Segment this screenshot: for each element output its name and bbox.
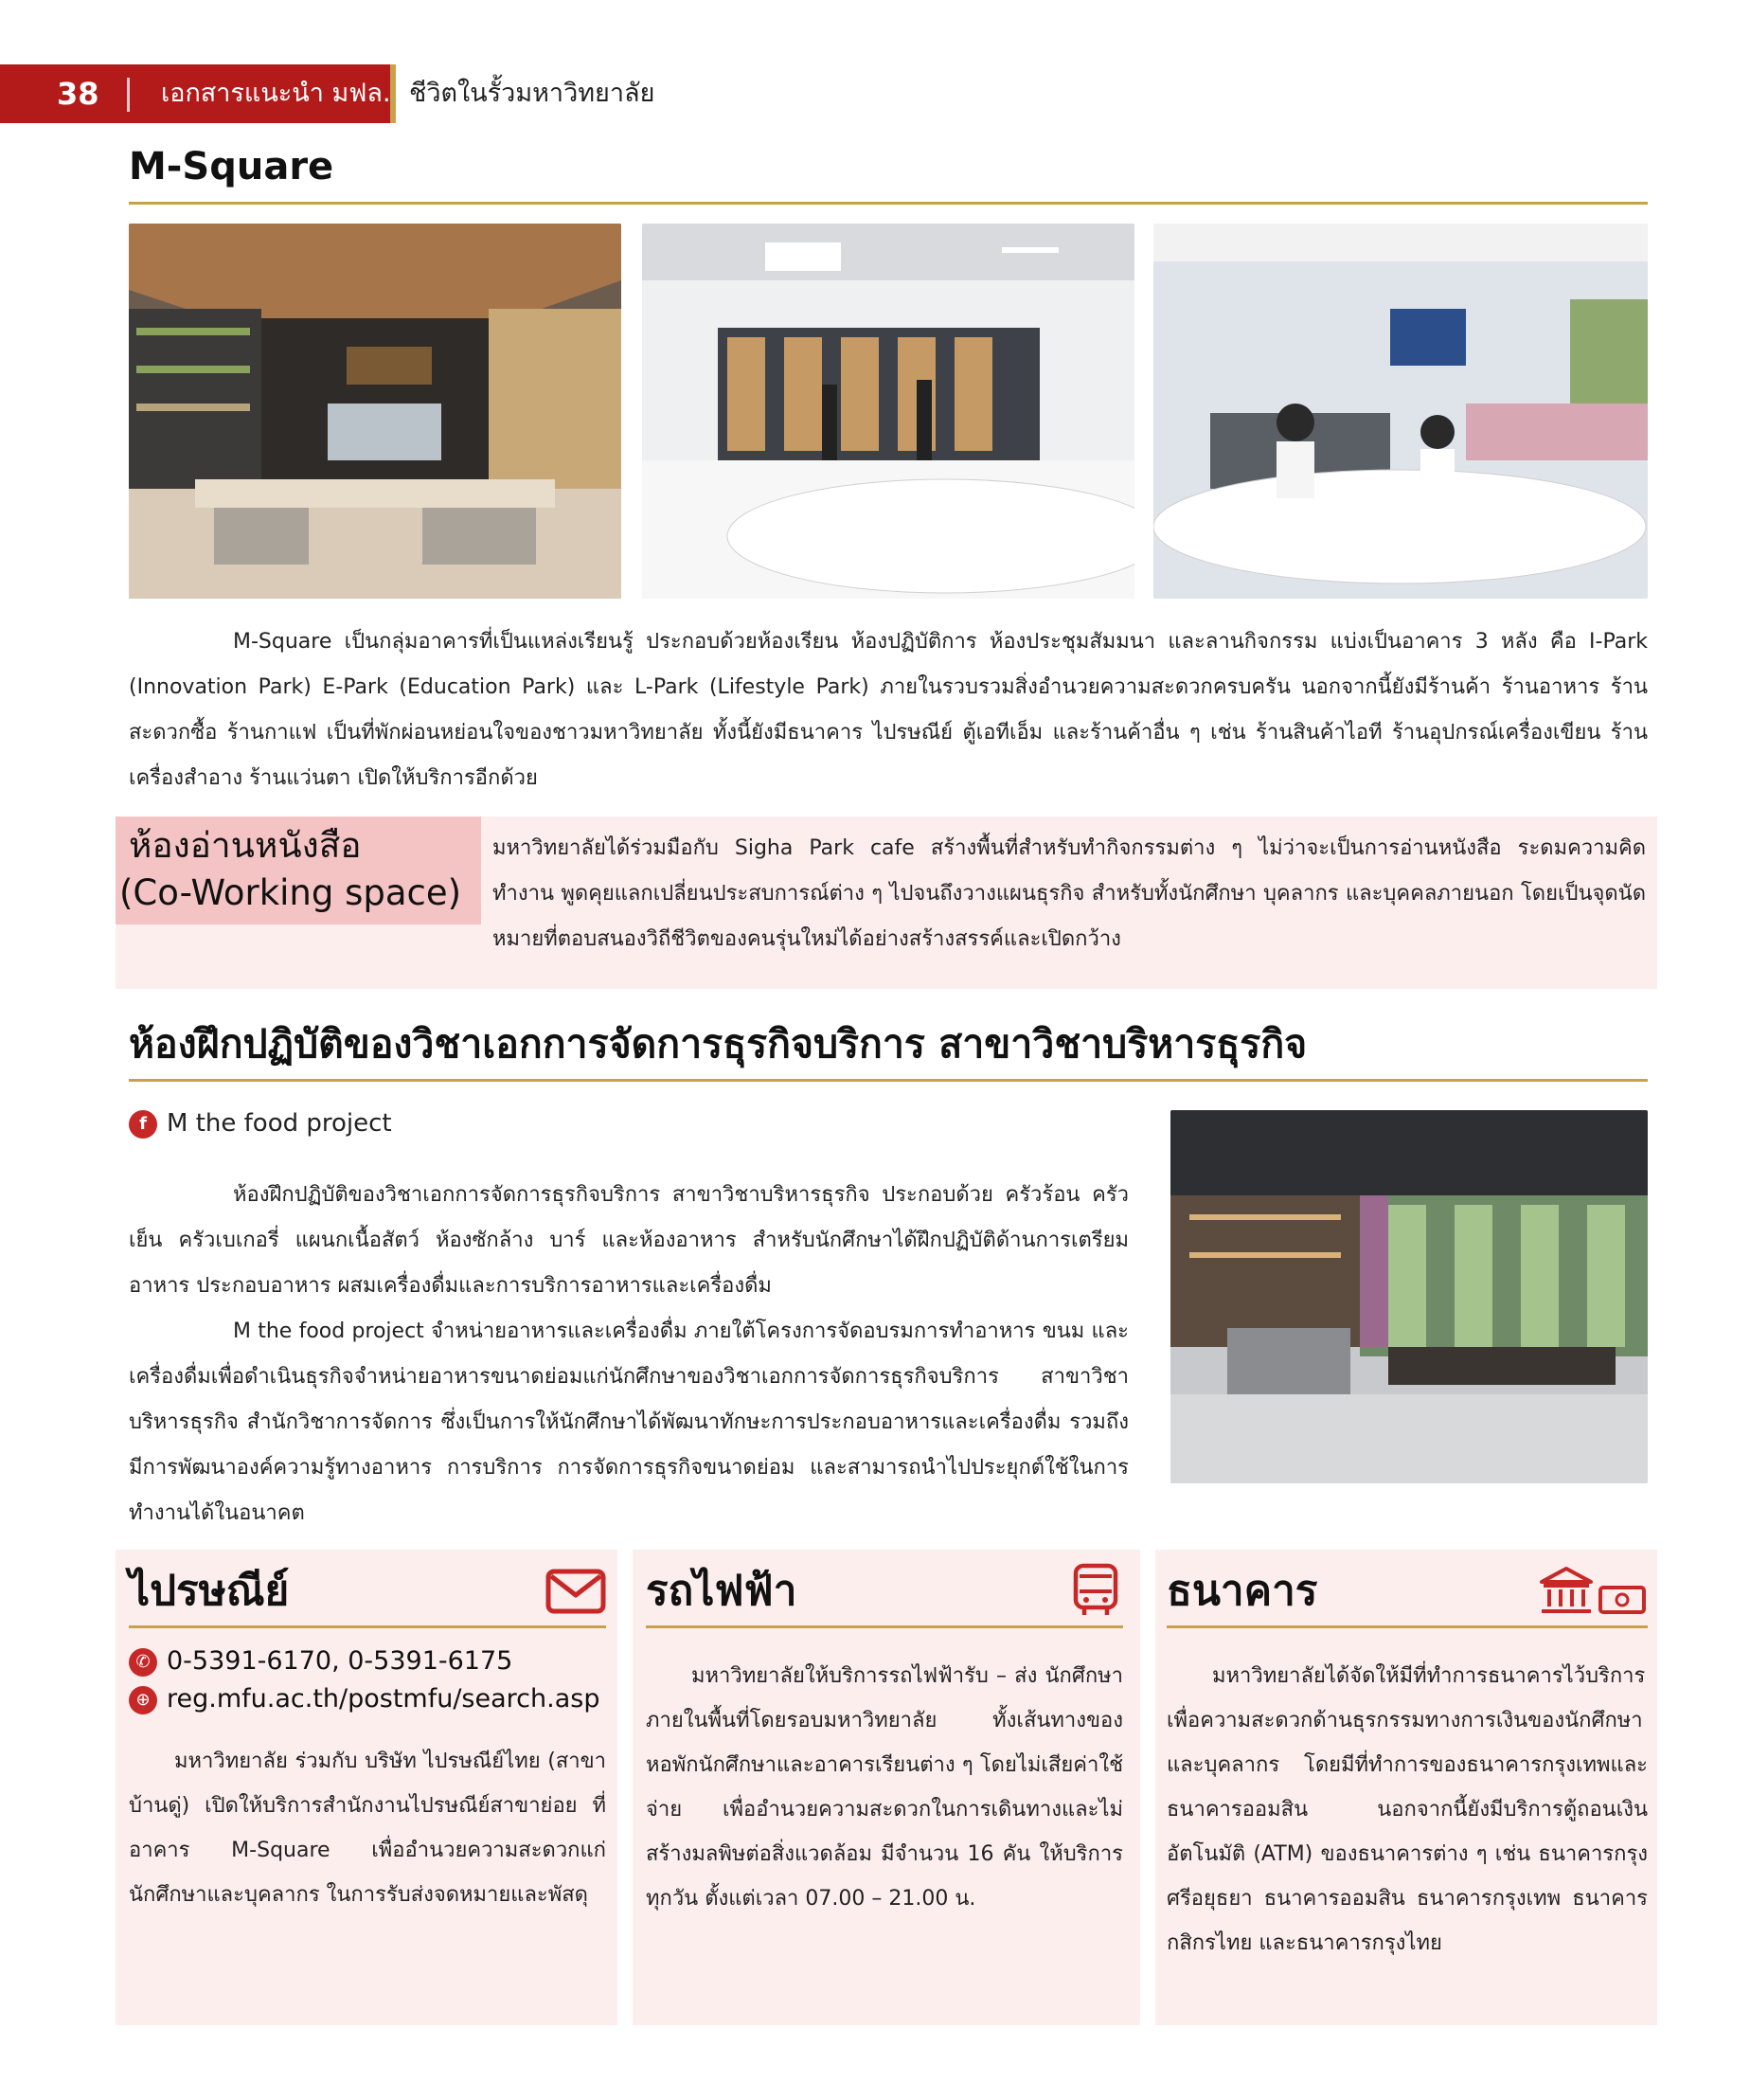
post-rule: [129, 1625, 606, 1628]
msquare-paragraph: [129, 619, 1648, 801]
page-number: 38: [57, 76, 99, 112]
facebook-icon: f: [129, 1110, 157, 1139]
header-divider: [127, 78, 130, 112]
photo-restaurant: [1170, 1110, 1648, 1483]
post-website-link[interactable]: [129, 1680, 599, 1718]
phone-icon: ✆: [129, 1648, 157, 1677]
header-gold-accent: [390, 64, 396, 123]
bank-title: ธนาคาร: [1167, 1567, 1318, 1615]
lab-paragraph-1: ห้องฝึกปฏิบัติของวิชาเอกการจัดการธุรกิจบริการ สาขาวิชาบริหารธุรกิจ ประกอบด้วย ครัวร้อน ครัวเย็น ครัวเบเกอรี่ แผนกเนื้อสัตว์ ห้องซักล้าง บาร์ และห้องอาหาร สำหรับนักศึกษาได้ฝึกปฏิบัติด้านการเตรียมอาหาร ประกอบอาหาร ผสมเครื่องดื่มและการบริการอาหารและเครื่องดื่ม: [129, 1183, 1129, 1298]
bank-icon: [1538, 1565, 1648, 1616]
bank-text: มหาวิทยาลัยได้จัดให้มีที่ทำการธนาคารไว้บริการ เพื่อความสะดวกด้านธุรกรรมทางการเงินของนักศึกษาและบุคลากร โดยมีที่ทำการของธนาคารกรุงเทพและธนาคารออมสิน นอกจากนี้ยังมีบริการตู้ถอนเงินอัตโนมัติ (ATM) ของธนาคารต่าง ๆ เช่น ธนาคารกรุงศรีอยุธยา ธนาคารออมสิน ธนาคารกรุงเทพ ธนาคารกสิกรไทย และธนาคารกรุงไทย: [1167, 1664, 1648, 1955]
post-body: [129, 1739, 606, 1917]
lab-paragraph-2: M the food project จำหน่ายอาหารและเครื่องดื่ม ภายใต้โครงการจัดอบรมการทำอาหาร ขนม และเครื่องดื่มเพื่อดำเนินธุรกิจจำหน่ายอาหารขนาดย่อมแก่นักศึกษาของวิชาเอกการจัดการธุรกิจบริการ สาขาวิชาบริหารธุรกิจ สำนักวิชาการจัดการ ซึ่งเป็นการให้นักศึกษาได้พัฒนาทักษะการประกอบอาหารและเครื่องดื่ม รวมถึงมีการพัฒนาองค์ความรู้ทางอาหาร การบริการ การจัดการธุรกิจขนาดย่อม และสามารถนำไปประยุกต์ใช้ในการทำงานได้ในอนาคต: [129, 1319, 1129, 1525]
msquare-text: M-Square เป็นกลุ่มอาคารที่เป็นแหล่งเรียนรู้ ประกอบด้วยห้องเรียน ห้องปฏิบัติการ ห้องประชุมสัมมนา และลานกิจกรรม แบ่งเป็นอาคาร 3 หลัง คือ I-Park (Innovation Park) E-Park (Education Park) และ L-Park (Lifestyle Park) ภายในรวบรวมสิ่งอำนวยความสะดวกครบครัน นอกจากนี้ยังมีร้านค้า ร้านอาหาร ร้านสะดวกซื้อ ร้านกาแฟ เป็นที่พักผ่อนหย่อนใจของชาวมหาวิทยาลัย ทั้งนี้ยังมีธนาคาร ไปรษณีย์ ตู้เอทีเอ็ม และร้านค้าอื่น ๆ เช่น ร้านสินค้าไอที ร้านอุปกรณ์เครื่องเขียน ร้านเครื่องสำอาง ร้านแว่นตา เปิดให้บริการอีกด้วย: [129, 630, 1648, 790]
photo-it-store: [642, 224, 1134, 599]
coworking-title-line2: (Co-Working space): [119, 872, 462, 913]
post-phone-text: 0-5391-6170, 0-5391-6175: [167, 1646, 513, 1676]
post-text: มหาวิทยาลัย ร่วมกับ บริษัท ไปรษณีย์ไทย (สาขาบ้านดู่) เปิดให้บริการสำนักงานไปรษณีย์สาขาย่อย ที่อาคาร M-Square เพื่ออำนวยความสะดวกแก่นักศึกษาและบุคลากร ในการรับส่งจดหมายและพัสดุ: [129, 1750, 606, 1907]
photo-service-counter: [1153, 224, 1648, 599]
envelope-icon: [545, 1569, 606, 1614]
post-title: ไปรษณีย์: [129, 1567, 290, 1615]
msquare-rule: [129, 202, 1648, 205]
lab-rule: [129, 1079, 1648, 1082]
photo-cafe: [129, 224, 621, 599]
facebook-label: M the food project: [167, 1109, 392, 1138]
lab-heading: ห้องฝึกปฏิบัติของวิชาเอกการจัดการธุรกิจบริการ สาขาวิชาบริหารธุรกิจ: [129, 1021, 1308, 1067]
bank-body: [1167, 1654, 1648, 1965]
msquare-heading: M-Square: [129, 145, 334, 188]
coworking-text: มหาวิทยาลัยได้ร่วมมือกับ Sigha Park cafe สร้างพื้นที่สำหรับทำกิจกรรมต่าง ๆ ไม่ว่าจะเป็นการอ่านหนังสือ ระดมความคิด ทำงาน พูดคุยแลกเปลี่ยนประสบการณ์ต่าง ๆ ไปจนถึงวางแผนธุรกิจ สำหรับทั้งนักศึกษา บุคลากร และบุคคลภายนอก โดยเป็นจุดนัดหมายที่ตอบสนองวิถีชีวิตของคนรุ่นใหม่ได้อย่างสร้างสรรค์และเปิดกว้าง: [492, 836, 1646, 951]
tram-body: [646, 1654, 1123, 1921]
lab-paragraphs: [129, 1173, 1129, 1536]
bus-icon: [1072, 1563, 1119, 1618]
coworking-title-line1: ห้องอ่านหนังสือ: [129, 825, 362, 866]
tram-title: รถไฟฟ้า: [646, 1567, 797, 1615]
tram-text: มหาวิทยาลัยให้บริการรถไฟฟ้ารับ – ส่ง นักศึกษา ภายในพื้นที่โดยรอบมหาวิทยาลัย ทั้งเส้นทางของหอพักนักศึกษาและอาคารเรียนต่าง ๆ โดยไม่เสียค่าใช้จ่าย เพื่ออำนวยความสะดวกในการเดินทางและไม่สร้างมลพิษต่อสิ่งแวดล้อม มีจำนวน 16 คัน ให้บริการทุกวัน ตั้งแต่เวลา 07.00 – 21.00 น.: [646, 1664, 1123, 1911]
globe-icon: ⊕: [129, 1686, 157, 1714]
facebook-link[interactable]: [129, 1104, 392, 1142]
post-phone: [129, 1642, 512, 1680]
section-title: ชีวิตในรั้วมหาวิทยาลัย: [409, 79, 655, 108]
post-website-text: reg.mfu.ac.th/postmfu/search.asp: [167, 1684, 600, 1714]
doc-title: เอกสารแนะนำ มฟล.: [161, 79, 391, 108]
bank-rule: [1167, 1625, 1648, 1628]
tram-rule: [646, 1625, 1123, 1628]
